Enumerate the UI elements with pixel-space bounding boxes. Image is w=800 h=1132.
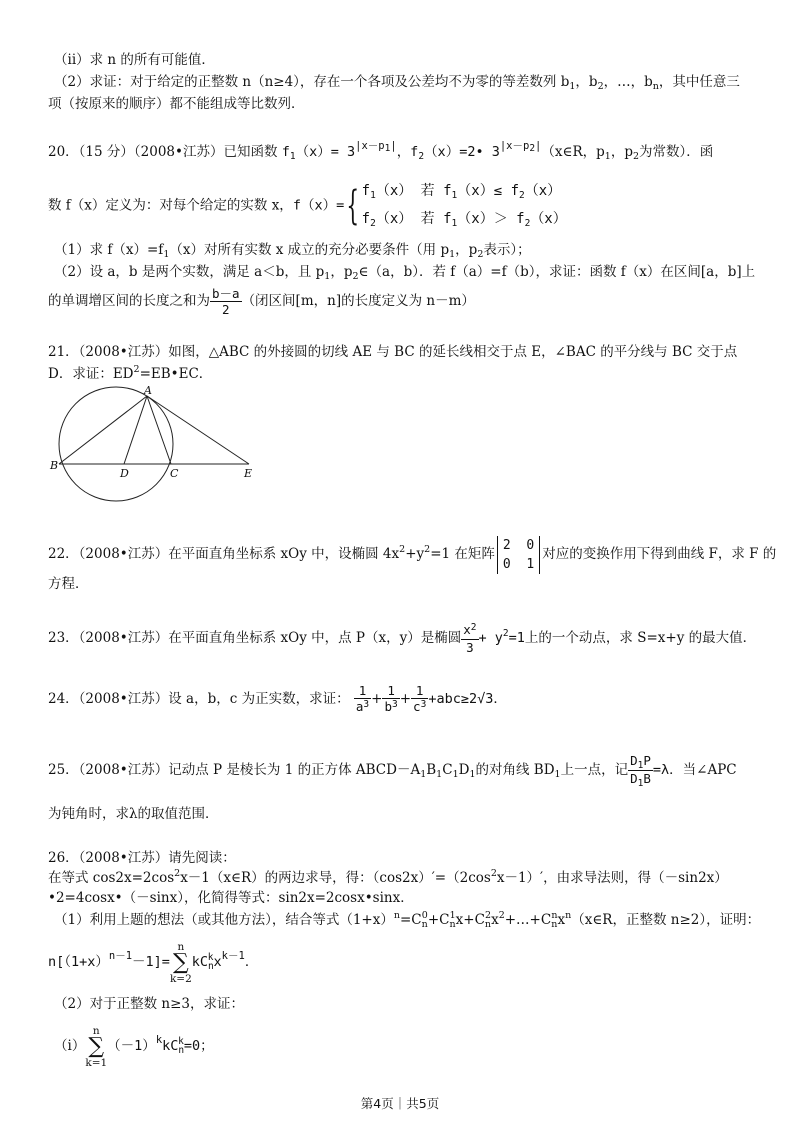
question-20-part-2b: 的单调增区间的长度之和为 $\frac{b-a}{2}$ （闭区间[m，n]的长度定义为 n－m） (48, 286, 475, 317)
text-line: 项（按原来的顺序）都不能组成等比数列． (48, 96, 305, 112)
question-25-line-2: 为钝角时，求λ的取值范围． (48, 806, 219, 822)
question-22-line-1: 22．（2008•江苏）在平面直角坐标系 xOy 中，设椭圆 $4x^2+y^2=1$ 在矩阵2 0 0 1对应的变换作用下得到曲线 F，求 F 的 (48, 537, 777, 572)
question-20-part-2: （2）设 a，b 是两个实数，满足 a＜b，且 $p_1$，$p_2\in(a$，b）．若 f（a）=f（b），求证：函数 f（x）在区间[a，b]上 (54, 264, 756, 282)
circumcircle (59, 387, 173, 501)
question-26-line-3: •2=4cosx•（－sinx），化简得等式：sin2x=2cosx•sinx． (48, 890, 414, 906)
fraction: $\frac{b-a}{2}$ (212, 286, 240, 317)
question-26-formula-2: （i）n ∑ $k=1(-1)^kkC_n^k=0$； (54, 1024, 214, 1069)
text-line: （2）求证：对于给定的正整数 n（n≥4），存在一个各项及公差均不为零的等差数列 $b_1$，$b_2$，…，$b_n$，其中任意三 (54, 74, 740, 92)
fraction: $\frac{D_1P}{D_1B}$ (630, 753, 651, 789)
label-d: D (120, 467, 129, 480)
fraction: $\frac{x^2}{3}$ (463, 622, 477, 655)
question-26-formula-1: $n[(1+x)^{n-1}-1]=n$ ∑ $k=2kC_n^kx^{k-1}$． (48, 940, 259, 985)
question-21-line-2: D．求证：$ED^2=EB•EC$． (48, 364, 213, 382)
question-21-line-1: 21．（2008•江苏）如图，△ABC 的外接圆的切线 AE 与 BC 的延长线相交于点 E，∠BAC 的平分线与 BC 交于点 (48, 344, 738, 360)
tangent-ae (147, 396, 249, 464)
label-b: B (50, 459, 59, 472)
fraction: $\frac{1}{a^3}$ (355, 683, 370, 714)
segment-ab (59, 396, 147, 464)
label-a: A (144, 384, 152, 397)
question-20-part-1: （1）求 $f(x)=f_1(x)$对所有实数 x 成立的充分必要条件（用 $p_1$，$p_2$表示）； (54, 242, 531, 260)
question-22-line-2: 方程． (48, 576, 89, 592)
fraction: $\frac{1}{b^3}$ (384, 683, 398, 714)
segment-ad (124, 396, 147, 464)
page-footer: 第4页｜共5页 (360, 1096, 440, 1111)
text-line: （ii）求 n 的所有可能值． (54, 52, 215, 68)
question-24: 24．（2008•江苏）设 a，b，c 为正实数，求证： $\frac{1}{a^3}$ + $\frac{1}{b^3}$ + $\frac{1}{c^3}$ +abc≥2√3． (48, 683, 507, 714)
question-20-line-1: 20．（15 分）（2008•江苏）已知函数 $f_1(x)= 3^{|x-p1|}$，$f_2(x)=2•$ $3^{|x-p2|}(x\in R$，$p_1$，$p_2$为常数）．函 (48, 140, 714, 162)
question-20-line-2: 数 f（x）定义为：对每个给定的实数 x，f（x）={ $f_1(x)$ 若 $f_1(x)\le f_2(x)$ $f_2(x)$ 若 $f_1(x)> f_2(x)$ (48, 183, 567, 229)
matrix: 2 0 0 1 (497, 536, 540, 574)
circle-tangent-figure (44, 384, 264, 504)
label-c: C (170, 467, 179, 480)
question-25-line-1: 25．（2008•江苏）记动点 P 是棱长为 1 的正方体 $ABCD-A_1B_1C_1D_1$的对角线 $BD_1$上一点，记 $\frac{D_1P}{D_1B}$ =λ．当∠APC (48, 753, 737, 789)
label-e: E (244, 467, 253, 480)
fraction: $\frac{1}{c^3}$ (413, 683, 427, 714)
summation: n ∑ k=1 (85, 1024, 108, 1069)
question-26-part-2: （2）对于正整数 n≥3，求证： (54, 996, 244, 1012)
question-26-part-1: （1）利用上题的想法（或其他方法），结合等式$(1+x)^n=C_n^0+C_n^1x+C_n^2x^2+\dots+C_n^nx^n(x\in R$，正整数 n≥2），证明： (54, 910, 761, 930)
question-23: 23．（2008•江苏）在平面直角坐标系 xOy 中，点 P（x，y）是椭圆 $\frac{x^2}{3}$ + $y^2=1$上的一个动点，求 S=x+y 的最大值． (48, 622, 757, 655)
question-26-line-1: 26．（2008•江苏）请先阅读： (48, 850, 236, 866)
question-26-line-2: 在等式 $\cos 2x=2\cos^2x-1(x\in R)$的两边求导，得：$(\cos 2x)'=(2\cos^2x-1)'$，由求导法则，得（－sin2x） (48, 868, 728, 886)
summation: n ∑ k=2 (169, 940, 192, 985)
